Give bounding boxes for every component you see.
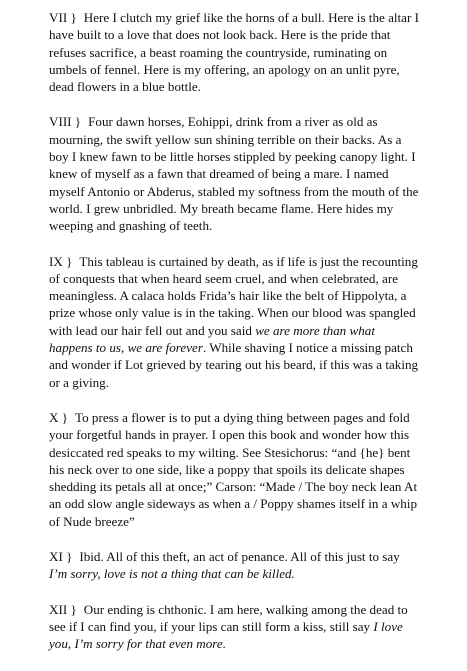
stanza-text: Our ending is chthonic. I am here, walking among the dead to see if I can find you, if your lips can still form a kiss, still say (49, 601, 408, 634)
stanza-text: This tableau is curtained by death, as if life is just the recounting of conquests that when heard seem cruel, and when celebrated, are meaningless. A calaca holds Frida’s hair like the belt of Hippolyta, a prize whose only value is in the taking. When our blood was spangled with lead our hair fell out and you said (49, 253, 418, 338)
stanza-number: IX } (49, 253, 73, 269)
stanza-italic-text: we are more than what happens to us, we are forever (49, 322, 375, 356)
stanza-xii (49, 601, 421, 653)
stanza-number: XI } (49, 549, 73, 565)
stanza-ix (49, 253, 421, 391)
stanza-number: X } (49, 409, 69, 425)
stanza-italic-text: I love you, I’m sorry for that even more. (49, 618, 403, 652)
stanza-number: XII } (49, 601, 77, 617)
stanza-vii (49, 9, 421, 95)
stanza-number: VII } (49, 10, 77, 25)
stanza-number: VIII } (49, 114, 82, 130)
stanza-text: Four dawn horses, Eohippi, drink from a river as old as mourning, the swift yellow sun shining terrible on their backs. As a boy I knew fawn to be little horses stippled by peeking canopy light. I knew of myself as a fawn that dreamed of being a mare. I named myself Antonio or Abderus, stabled my softness from the mouth of the world. I grew unbridled. My breath became flame. Here hides my weeping and gnashing of teeth. (49, 114, 419, 234)
stanza-text: . While shaving I notice a missing patch and wonder if Lot grieved by tearing out his beard, if this was a taking or a giving. (49, 340, 419, 390)
poem-page (49, 9, 421, 671)
stanza-text: Here I clutch my grief like the horns of a bull. Here is the altar I have built to a love that does not look back. Here is the pride that refuses sacrifice, a beast roaming the countryside, ruminating on umbels of fennel. Here is my offering, an apology on an unlit pyre, dead flowers in a blue bottle. (49, 10, 419, 95)
stanza-text: Ibid. All of this theft, an act of penance. All of this just to say (79, 549, 400, 565)
stanza-italic-text: I’m sorry, love is not a thing that can be killed. (49, 566, 295, 582)
stanza-x (49, 409, 421, 530)
stanza-text: To press a flower is to put a dying thing between pages and fold your forgetful hands in prayer. I open this book and wonder how this desiccated red speaks to my wilting. See Stesichorus: “and {he} bent his neck over to one side, like a poppy that spoils its delicate shapes shedding its petals all at once;” Carson: “Made / The boy neck lean At an odd slow angle sideways as when a / Poppy shames itself in a whip of Nude breeze” (49, 409, 418, 529)
stanza-xi (49, 548, 421, 583)
stanza-viii (49, 113, 421, 234)
